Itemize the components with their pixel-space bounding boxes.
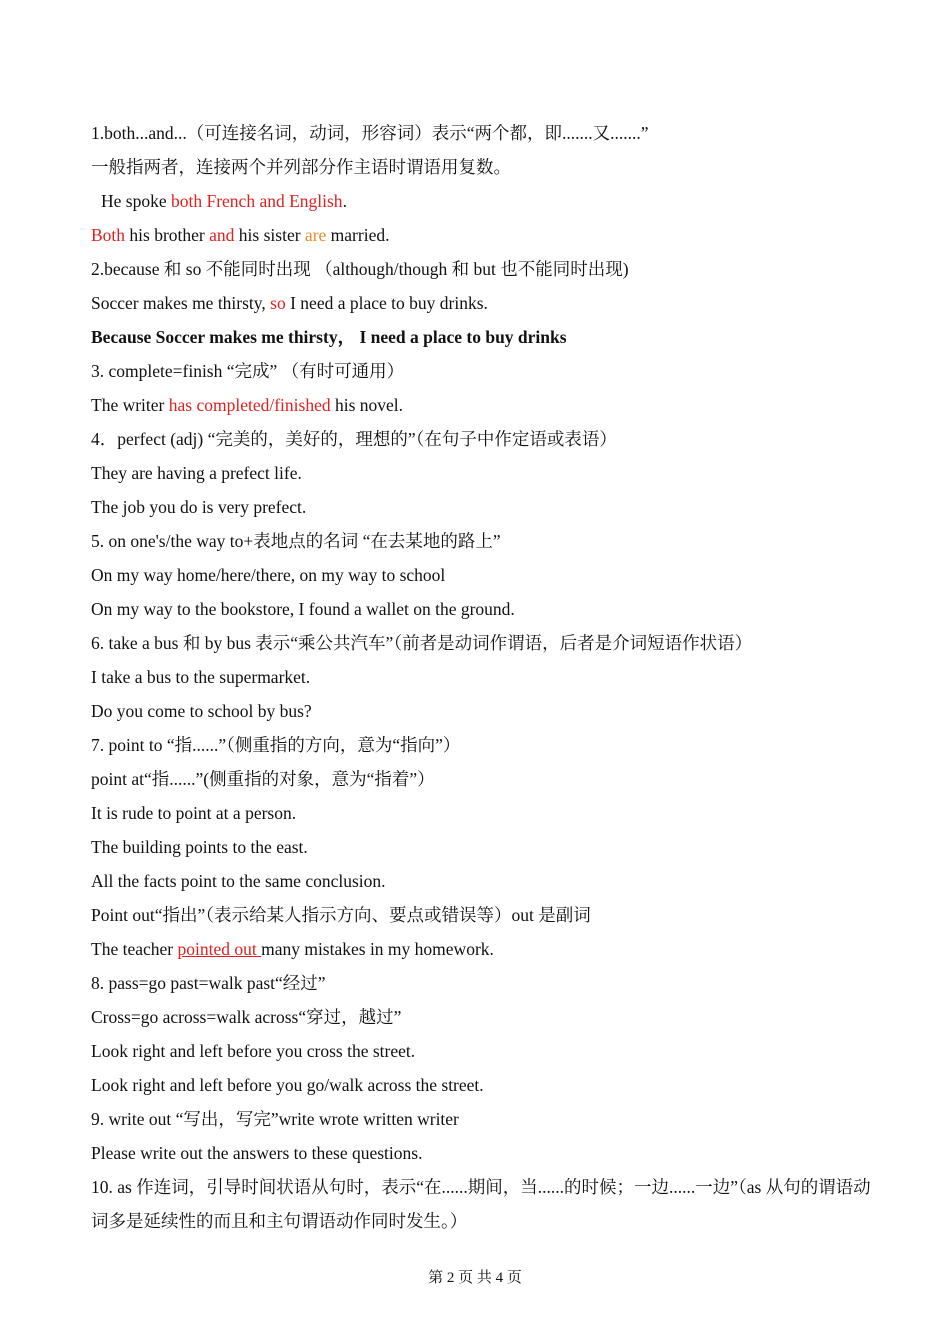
highlight-text: and (209, 225, 235, 245)
point-7-note: Point out“指出”（表示给某人指示方向、要点或错误等）out 是副词 (91, 905, 591, 925)
highlight-text: Both (91, 225, 126, 245)
example-sentence: Do you come to school by bus? (91, 701, 312, 721)
point-10-heading: 10. as 作连词，引导时间状语从句时，表示“在......期间，当......的时候；一边......一边”（as 从句的谓语动词多是延续性的而且和主句谓语动作同时发生。） (91, 1177, 871, 1231)
example-sentence: Soccer makes me thirsty, so I need a place to buy drinks. (91, 293, 488, 313)
point-8-note: Cross=go across=walk across“穿过，越过” (91, 1007, 402, 1027)
example-sentence: Both his brother and his sister are married. (91, 225, 390, 245)
point-7-heading: 7. point to “指......”（侧重指的方向，意为“指向”） (91, 735, 461, 755)
point-3-heading: 3. complete=finish “完成” （有时可通用） (91, 361, 405, 381)
point-1-heading: 1.both...and...（可连接名词，动词，形容词）表示“两个都，即.......又.......” (91, 123, 649, 143)
example-sentence: On my way home/here/there, on my way to school (91, 565, 446, 585)
example-sentence: The job you do is very prefect. (91, 497, 307, 517)
example-sentence: Look right and left before you go/walk across the street. (91, 1075, 484, 1095)
example-sentence: The writer has completed/finished his novel. (91, 395, 404, 415)
highlight-text: pointed out (177, 939, 262, 959)
example-sentence: It is rude to point at a person. (91, 803, 297, 823)
example-sentence-bold: Because Soccer makes me thirsty， I need a place to buy drinks (91, 327, 567, 347)
document-body (91, 116, 871, 1238)
point-6-heading: 6. take a bus 和 by bus 表示“乘公共汽车”（前者是动词作谓语，后者是介词短语作状语） (91, 633, 753, 653)
example-sentence: All the facts point to the same conclusion. (91, 871, 386, 891)
point-4-heading: 4．perfect (adj) “完美的，美好的，理想的”（在句子中作定语或表语） (91, 429, 617, 449)
example-sentence: I take a bus to the supermarket. (91, 667, 311, 687)
example-sentence: On my way to the bookstore, I found a wallet on the ground. (91, 599, 515, 619)
highlight-text: so (270, 293, 286, 313)
point-7-note: point at“指......”(侧重指的对象，意为“指着”） (91, 769, 435, 789)
highlight-verb: are (304, 225, 327, 245)
example-sentence: They are having a prefect life. (91, 463, 302, 483)
point-9-heading: 9. write out “写出，写完”write wrote written writer (91, 1109, 459, 1129)
example-sentence: The building points to the east. (91, 837, 308, 857)
point-1-note: 一般指两者，连接两个并列部分作主语时谓语用复数。 (91, 157, 511, 177)
point-8-heading: 8. pass=go past=walk past“经过” (91, 973, 326, 993)
page-footer: 第 2 页 共 4 页 (428, 1270, 522, 1286)
highlight-text: both French and English (170, 191, 343, 211)
highlight-text: has completed/finished (168, 395, 331, 415)
example-sentence: Please write out the answers to these questions. (91, 1143, 423, 1163)
point-5-heading: 5. on one's/the way to+表地点的名词 “在去某地的路上” (91, 531, 501, 551)
example-sentence: Look right and left before you cross the street. (91, 1041, 416, 1061)
example-sentence: He spoke both French and English. (101, 191, 347, 211)
example-sentence: The teacher pointed out many mistakes in my homework. (91, 939, 494, 959)
point-2-heading: 2.because 和 so 不能同时出现 （although/though 和 but 也不能同时出现) (91, 259, 629, 279)
